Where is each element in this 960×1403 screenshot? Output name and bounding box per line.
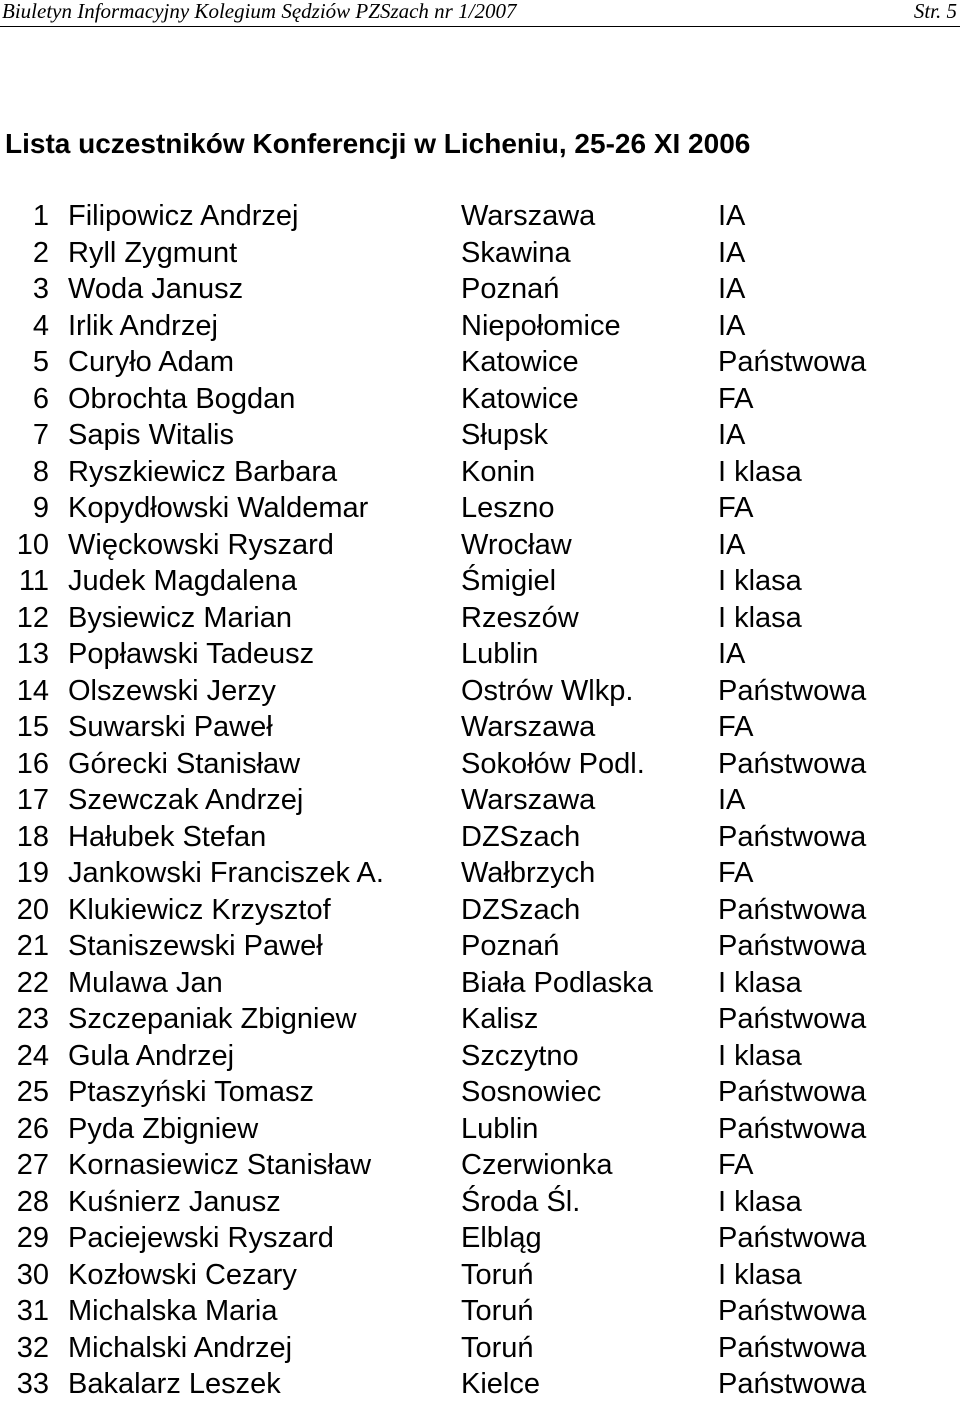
participant-class: I klasa [718,966,802,999]
participant-city: Toruń [461,1295,534,1327]
participant-row [0,271,960,308]
participant-row [0,1220,960,1257]
participant-row [0,965,960,1002]
participant-city: Skawina [461,236,571,269]
participant-city: Leszno [461,492,555,524]
participant-row [0,198,960,235]
participant-city: Lublin [461,638,539,670]
participant-row [0,892,960,929]
participant-row [0,709,960,746]
participant-row [0,344,960,381]
participant-number: 6 [32,382,49,415]
participant-name: Jankowski Franciszek A. [68,857,384,889]
participant-class: Państwowa [718,1295,867,1327]
participant-city: Kalisz [461,1003,539,1035]
participant-class: Państwowa [718,1003,867,1035]
participant-city: Słupsk [461,419,549,451]
participant-class: IA [718,273,746,305]
participant-number: 22 [16,966,49,999]
participant-city: Czerwionka [461,1149,613,1181]
participant-class: Państwowa [718,346,867,378]
participant-number: 26 [16,1112,49,1145]
participant-class: FA [718,711,754,743]
participant-city: Biała Podlaska [461,966,653,999]
participant-class: Państwowa [718,1331,867,1364]
participant-city: Niepołomice [461,309,621,342]
participant-number: 1 [32,200,49,232]
participant-number: 12 [16,601,49,634]
participant-number: 10 [16,528,49,561]
participant-number: 21 [16,930,49,962]
participant-city: DZSzach [461,893,581,926]
participant-class: Państwowa [718,747,867,780]
participant-number: 4 [32,309,49,342]
participant-name: Kopydłowski Waldemar [68,492,369,524]
participant-name: Kuśnierz Janusz [68,1185,281,1218]
participant-name: Irlik Andrzej [68,309,218,342]
participant-city: Konin [461,455,536,488]
participant-city: Szczytno [461,1039,579,1072]
participant-row [0,1038,960,1075]
participant-number: 19 [16,857,49,889]
participant-class: Państwowa [718,1368,867,1400]
participant-class: Państwowa [718,893,867,926]
participant-city: Warszawa [461,711,596,743]
participant-name: Ryszkiewicz Barbara [68,455,338,488]
participant-number: 17 [16,784,49,816]
participant-number: 7 [32,419,49,451]
participant-row [0,1111,960,1148]
participant-class: Państwowa [718,1112,867,1145]
participant-name: Judek Magdalena [68,565,297,597]
participant-name: Kozłowski Cezary [68,1258,297,1291]
participant-name: Sapis Witalis [68,419,234,451]
participant-city: Rzeszów [461,601,579,634]
participant-number: 23 [16,1003,49,1035]
bulletin-title: Biuletyn Informacyjny Kolegium Sędziów PZSzach nr 1/2007 [2,0,517,23]
participant-name: Górecki Stanisław [68,747,301,780]
participant-number: 20 [16,893,49,926]
participant-number: 28 [16,1185,49,1218]
participant-name: Staniszewski Paweł [68,930,323,962]
participant-number: 30 [16,1258,49,1291]
participant-class: I klasa [718,1258,802,1291]
participant-class: IA [718,784,746,816]
participant-name: Obrochta Bogdan [68,382,296,415]
participant-row [0,1001,960,1038]
participant-number: 13 [16,638,49,670]
participant-name: Suwarski Paweł [68,711,273,743]
participant-city: Katowice [461,346,579,378]
participant-number: 27 [16,1149,49,1181]
participant-class: IA [718,528,746,561]
participant-row [0,1330,960,1367]
participant-city: Wrocław [461,528,572,561]
participant-name: Olszewski Jerzy [68,674,276,707]
participant-number: 14 [16,674,49,707]
participant-row [0,490,960,527]
participant-city: Sosnowiec [461,1076,602,1108]
participant-city: Poznań [461,273,560,305]
participant-name: Więckowski Ryszard [68,528,334,561]
participant-number: 11 [18,565,49,597]
participant-row [0,600,960,637]
participant-row [0,1293,960,1330]
participant-city: Środa Śl. [461,1185,581,1218]
participant-row [0,782,960,819]
participant-number: 8 [32,455,49,488]
participant-city: Warszawa [461,784,596,816]
participant-row [0,527,960,564]
participant-row [0,381,960,418]
participant-city: Wałbrzych [461,857,596,889]
participant-name: Kornasiewicz Stanisław [68,1149,372,1181]
participant-row [0,855,960,892]
participant-name: Michalska Maria [68,1295,278,1327]
participant-city: DZSzach [461,820,581,853]
participant-name: Mulawa Jan [68,966,223,999]
participant-number: 9 [32,492,49,524]
participant-class: I klasa [718,1185,802,1218]
participant-name: Pyda Zbigniew [68,1112,259,1145]
participant-name: Ptaszyński Tomasz [68,1076,315,1108]
participant-class: Państwowa [718,1076,867,1108]
participant-name: Curyło Adam [68,346,235,378]
participant-number: 18 [16,820,49,853]
participant-city: Toruń [461,1258,534,1291]
participant-name: Filipowicz Andrzej [68,200,299,232]
participant-class: I klasa [718,1039,802,1072]
participant-number: 16 [16,747,49,780]
page-title: Lista uczestników Konferencji w Licheniu, 25-26 XI 2006 [5,128,751,159]
participant-city: Śmigiel [461,565,557,597]
participant-class: FA [718,857,754,889]
participant-class: Państwowa [718,1222,867,1254]
participant-number: 3 [32,273,49,305]
participant-class: Państwowa [718,930,867,962]
participant-row [0,746,960,783]
participant-row [0,1074,960,1111]
participant-list [0,198,960,1403]
participant-row [0,235,960,272]
participant-row [0,1366,960,1403]
participant-city: Warszawa [461,200,596,232]
participant-class: FA [718,492,754,524]
participant-class: Państwowa [718,820,867,853]
participant-row [0,563,960,600]
page-number: Str. 5 [913,0,957,23]
participant-row [0,636,960,673]
participant-row [0,1147,960,1184]
participant-row [0,454,960,491]
participant-class: FA [718,382,754,415]
participant-class: IA [718,200,746,232]
participant-city: Elbląg [461,1222,542,1254]
participant-row [0,1257,960,1294]
participant-city: Poznań [461,930,560,962]
participant-name: Klukiewicz Krzysztof [68,893,331,926]
participant-name: Gula Andrzej [68,1039,235,1072]
participant-class: IA [718,419,746,451]
participant-class: I klasa [718,601,802,634]
participant-row [0,308,960,345]
participant-row [0,1184,960,1221]
participant-number: 31 [16,1295,49,1327]
participant-class: IA [718,236,746,269]
participant-number: 33 [16,1368,49,1400]
participant-name: Hałubek Stefan [68,820,267,853]
participant-number: 15 [16,711,49,743]
participant-number: 2 [32,236,49,269]
participant-number: 25 [16,1076,49,1108]
participant-class: IA [718,309,746,342]
participant-name: Bakalarz Leszek [68,1368,281,1400]
participant-class: I klasa [718,455,802,488]
participant-city: Toruń [461,1331,534,1364]
participant-row [0,417,960,454]
participant-class: FA [718,1149,754,1181]
participant-class: IA [718,638,746,670]
participant-name: Szewczak Andrzej [68,784,304,816]
page-header [0,0,960,27]
participant-city: Kielce [461,1368,540,1400]
participant-number: 29 [16,1222,49,1254]
participant-class: Państwowa [718,674,867,707]
participant-row [0,819,960,856]
participant-name: Michalski Andrzej [68,1331,293,1364]
participant-name: Bysiewicz Marian [68,601,292,634]
participant-name: Szczepaniak Zbigniew [68,1003,357,1035]
participant-name: Ryll Zygmunt [68,236,238,269]
participant-number: 24 [16,1039,49,1072]
participant-number: 5 [32,346,49,378]
participant-city: Sokołów Podl. [461,747,645,780]
participant-name: Paciejewski Ryszard [68,1222,334,1254]
participant-class: I klasa [718,565,802,597]
participant-number: 32 [16,1331,49,1364]
participant-city: Ostrów Wlkp. [461,674,634,707]
participant-city: Lublin [461,1112,539,1145]
participant-city: Katowice [461,382,579,415]
participant-row [0,673,960,710]
participant-row [0,928,960,965]
participant-name: Popławski Tadeusz [68,638,315,670]
participant-name: Woda Janusz [68,273,244,305]
